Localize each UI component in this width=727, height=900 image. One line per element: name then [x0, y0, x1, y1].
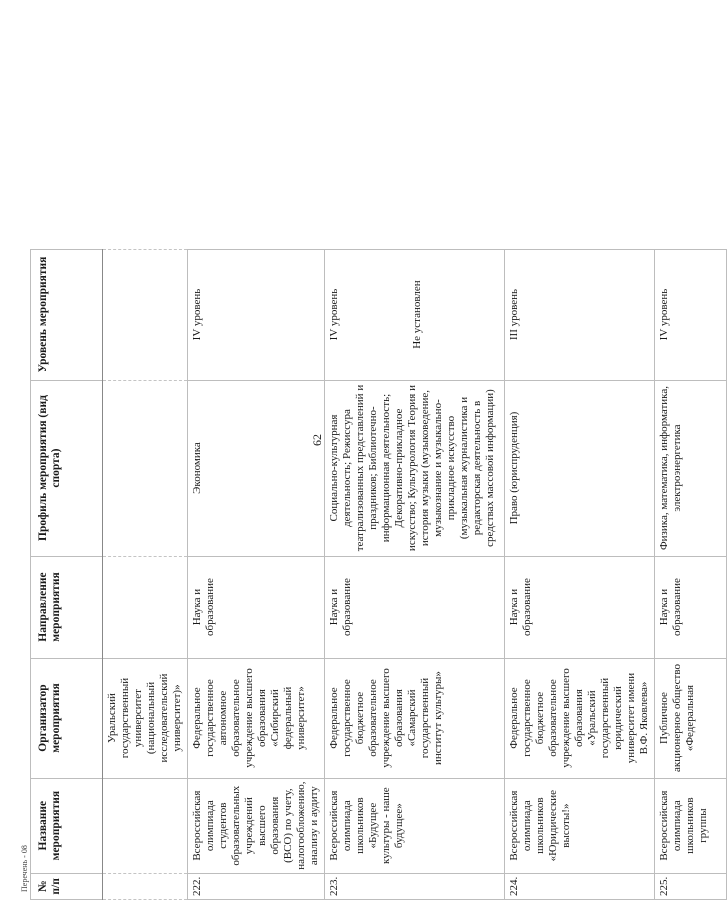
cell-no: 223.	[325, 873, 505, 899]
cell-organizer: Федеральное государственное бюджетное образовательное учреждение высшего образования «Уральский государственный юридический университет имени В.Ф. Яковлева»	[505, 658, 655, 778]
cell-level: IV уровень	[655, 249, 727, 380]
table-row	[655, 249, 727, 899]
header-organizer: Организатор мероприятия	[31, 658, 103, 778]
document-stamp: Перечень - 08	[20, 845, 29, 892]
cell-no: 224.	[505, 873, 655, 899]
header-level: Уровень мероприятия	[31, 249, 103, 380]
header-direction: Направление мероприятия	[31, 556, 103, 658]
cell-name: Всероссийская олимпиада школьников «Будущее культуры - наше будущее»	[325, 778, 505, 873]
cell-name: Всероссийская олимпиада школьников группы	[655, 778, 727, 873]
cell-direction: Наука и образование	[655, 556, 727, 658]
cell-name: Всероссийская олимпиада студентов образовательных учреждений высшего образования (ВСО) по учету, налогообложению, анализу и аудиту	[188, 778, 325, 873]
table-row	[103, 249, 188, 899]
cell-profile: Физика, математика, информатика, электроэнергетика	[655, 380, 727, 556]
cell-profile: Социально-культурная деятельность; Режиссура театрализованных представлений и праздников; Библиотечно-информационная деятельность; Декоративно-прикладное искусство; Культурология Теория и история музыки (музыковедение, музыкознание и музыкально-прикладное искусство (музыкальная журналистика и редакторская деятельность в средствах массовой информации)	[325, 380, 505, 556]
cell-organizer: Публичное акционерное общество «Федеральная	[655, 658, 727, 778]
header-name: Название мероприятия	[31, 778, 103, 873]
table-header-row	[31, 249, 103, 899]
cell-name: Всероссийская олимпиада школьников «Юридические высоты!»	[505, 778, 655, 873]
level-value: IV уровень	[328, 288, 340, 341]
level-extra-value: Не установлен	[411, 280, 423, 349]
cell-profile: Экономика	[188, 380, 325, 556]
cell-no	[103, 873, 188, 899]
page-number: 62	[310, 434, 324, 446]
cell-level: III уровень	[505, 249, 655, 380]
header-no: № п/п	[31, 873, 103, 899]
cell-level: IV уровень	[188, 249, 325, 380]
table-row	[325, 249, 505, 899]
cell-profile: Право (юриспруденция)	[505, 380, 655, 556]
cell-profile	[103, 380, 188, 556]
events-table	[30, 249, 727, 900]
cell-direction: Наука и образование	[325, 556, 505, 658]
cell-direction	[103, 556, 188, 658]
cell-level	[103, 249, 188, 380]
header-profile: Профиль мероприятия (вид спорта)	[31, 380, 103, 556]
cell-organizer: Федеральное государственное бюджетное образовательное учреждение высшего образования «Самарский государственный институт культуры»	[325, 658, 505, 778]
cell-no: 225.	[655, 873, 727, 899]
cell-organizer: Уральский государственный университет (национальный исследовательский университет)»	[103, 658, 188, 778]
cell-no: 222.	[188, 873, 325, 899]
cell-name	[103, 778, 188, 873]
table-row	[188, 249, 325, 899]
table-row	[505, 249, 655, 899]
cell-organizer: Федеральное государственное автономное образовательное учреждение высшего образования «Сибирский федеральный университет»	[188, 658, 325, 778]
cell-level	[325, 249, 505, 380]
cell-direction: Наука и образование	[188, 556, 325, 658]
cell-direction: Наука и образование	[505, 556, 655, 658]
